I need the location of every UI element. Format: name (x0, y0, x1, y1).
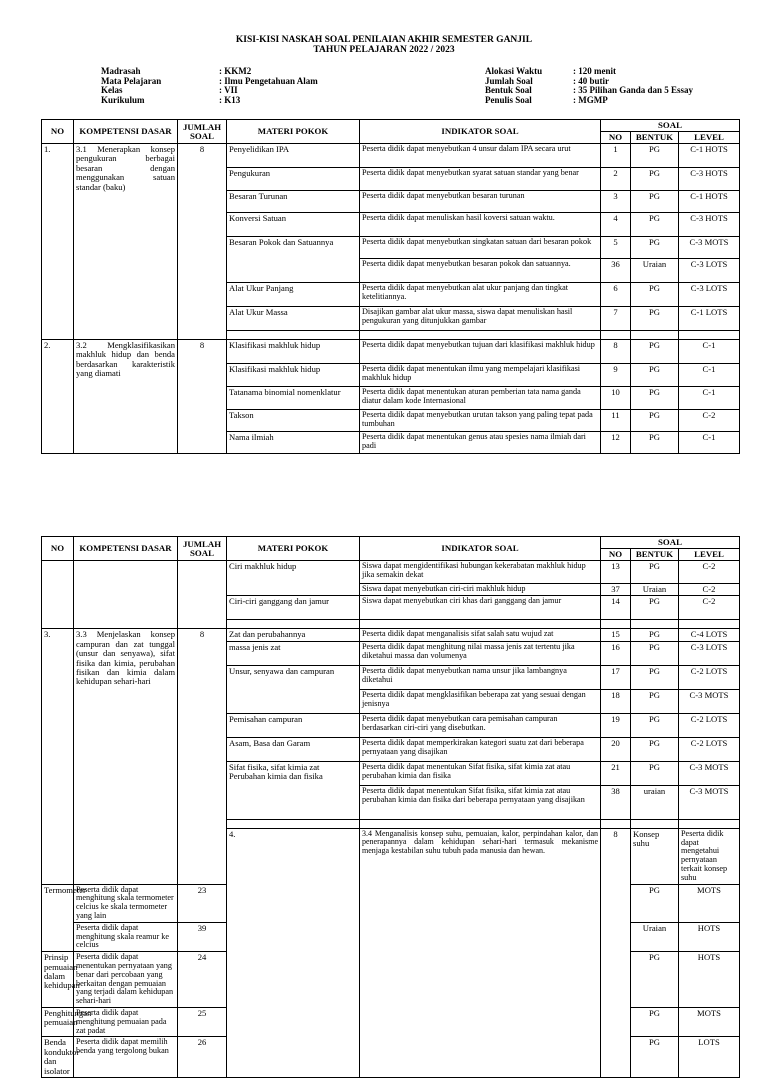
level-cell: C-3 LOTS (679, 641, 740, 665)
level-cell: C-4 LOTS (679, 629, 740, 641)
header-materi: MATERI POKOK (227, 120, 360, 144)
bentuk-cell: PG (631, 237, 679, 259)
materi-cell: Zat dan perubahannya (227, 629, 360, 641)
level-cell: C-3 HOTS (679, 213, 740, 237)
level-cell: LOTS (679, 1037, 740, 1078)
bentuk-cell: PG (631, 737, 679, 761)
bentuk-cell: PG (631, 387, 679, 410)
indikator-cell: Peserta didik dapat memilih benda yang tergolong bukan (74, 1037, 178, 1078)
empty-cell (631, 620, 679, 629)
bentuk-cell: PG (631, 340, 679, 364)
soal-no-cell: 6 (601, 283, 631, 307)
level-cell: C-2 (679, 561, 740, 584)
kd-jumlah: 8 (601, 828, 631, 1077)
indikator-cell: Peserta didik dapat menyebutkan nama unsur jika lambangnya diketahui (360, 665, 601, 689)
indikator-cell: Peserta didik dapat menghitung skala termometer celcius ke skala termometer yang lain (74, 884, 178, 922)
header-materi: MATERI POKOK (227, 537, 360, 561)
level-cell: C-1 (679, 340, 740, 364)
empty-cell (679, 620, 740, 629)
indikator-cell: Peserta didik dapat menyebutkan singkatan satuan dari besaran pokok (360, 237, 601, 259)
header-soal-no: NO (601, 549, 631, 561)
empty-cell (360, 331, 601, 340)
soal-no-cell: 39 (178, 922, 227, 951)
level-cell: C-1 HOTS (679, 144, 740, 168)
kd-text: 3.3 Menjelaskan konsep campuran dan zat tunggal (unsur dan senyawa), sifat fisika dan kimia, perubahan fisikan dan kimia dalam kehidupan sehari-hari (74, 629, 178, 884)
bentuk-cell: Uraian (631, 584, 679, 596)
bentuk-cell: PG (631, 1037, 679, 1078)
soal-no-cell: 18 (601, 689, 631, 713)
soal-no-cell: 9 (601, 364, 631, 387)
header-indikator: INDIKATOR SOAL (360, 120, 601, 144)
indikator-cell: Peserta didik dapat menganalisis sifat salah satu wujud zat (360, 629, 601, 641)
soal-no-cell: 12 (601, 432, 631, 454)
meta-right (485, 67, 745, 107)
table-row (42, 340, 740, 364)
soal-no-cell: 14 (601, 596, 631, 620)
materi-cell: Termometer (42, 884, 74, 952)
kisi-table-1 (41, 119, 740, 454)
header-level: LEVEL (679, 132, 740, 144)
soal-no-cell: 15 (601, 629, 631, 641)
soal-no-cell: 11 (601, 410, 631, 432)
bentuk-cell: PG (631, 884, 679, 922)
materi-cell: Tatanama binomial nomenklatur (227, 387, 360, 410)
bentuk-cell: PG (631, 761, 679, 785)
materi-cell: Prinsip pemuaian dalam kehidupan (42, 952, 74, 1008)
soal-no-cell: 13 (601, 561, 631, 584)
indikator-cell: Peserta didik dapat menyebutkan alat ukur panjang dan tingkat ketelitiannya. (360, 283, 601, 307)
header-kd: KOMPETENSI DASAR (74, 120, 178, 144)
empty-cell (679, 331, 740, 340)
soal-no-cell: 8 (601, 340, 631, 364)
bentuk-cell: PG (631, 713, 679, 737)
materi-cell: Asam, Basa dan Garam (227, 737, 360, 761)
bentuk-cell: PG (631, 144, 679, 168)
bentuk-cell: PG (631, 410, 679, 432)
bentuk-cell: PG (631, 307, 679, 331)
level-cell: C-3 MOTS (679, 785, 740, 819)
level-cell: C-1 HOTS (679, 191, 740, 213)
soal-no-cell: 23 (178, 884, 227, 922)
indikator-cell: Peserta didik dapat menyebutkan cara pemisahan campuran berdasarkan ciri-ciri yang disebutkan. (360, 713, 601, 737)
empty-cell (601, 620, 631, 629)
indikator-cell: Peserta didik dapat memperkirakan kategori suatu zat dari beberapa pernyataan yang disajikan (360, 737, 601, 761)
bentuk-cell: PG (631, 596, 679, 620)
bentuk-cell: PG (631, 191, 679, 213)
bentuk-cell: PG (631, 561, 679, 584)
header-indikator: INDIKATOR SOAL (360, 537, 601, 561)
empty-cell (631, 819, 679, 828)
meta-label: Kelas (101, 85, 123, 95)
header-bentuk: BENTUK (631, 549, 679, 561)
soal-no-cell: 3 (601, 191, 631, 213)
indikator-cell: Peserta didik dapat menentukan pernyataan yang benar dari percobaan yang berkaitan dengan pemuaian yang terjadi dalam kehidupan sehari-hari (74, 952, 178, 1008)
materi-cell: massa jenis zat (227, 641, 360, 665)
meta-value: : MGMP (573, 94, 608, 105)
materi-cell: Sifat fisika, sifat kimia zat Perubahan kimia dan fisika (227, 761, 360, 819)
soal-no-cell: 24 (178, 952, 227, 1008)
level-cell: HOTS (679, 952, 740, 1008)
document-title: KISI-KISI NASKAH SOAL PENILAIAN AKHIR SEMESTER GANJIL (235, 35, 533, 45)
empty-cell (227, 331, 360, 340)
level-cell: C-2 (679, 596, 740, 620)
header-row (42, 537, 740, 549)
materi-cell: Konversi Satuan (227, 213, 360, 237)
meta-label: Madrasah (101, 66, 141, 76)
document-subtitle: TAHUN PELAJARAN 2022 / 2023 (313, 45, 455, 55)
materi-cell: Alat Ukur Massa (227, 307, 360, 331)
level-cell: MOTS (679, 884, 740, 922)
kd-text: 3.1 Menerapkan konsep pengukuran berbagai besaran dengan menggunakan satuan standar (baku) (74, 144, 178, 340)
materi-cell: Pengukuran (227, 168, 360, 191)
materi-cell: Ciri makhluk hidup (227, 561, 360, 596)
soal-no-cell: 1 (601, 144, 631, 168)
soal-no-cell: 20 (601, 737, 631, 761)
bentuk-cell: PG (631, 629, 679, 641)
header-soal-no: NO (601, 132, 631, 144)
header-soal: SOAL (601, 120, 740, 132)
materi-cell: Nama ilmiah (227, 432, 360, 454)
meta-label: Mata Pelajaran (101, 75, 162, 86)
empty-cell (227, 819, 360, 828)
empty-cell (42, 561, 74, 629)
indikator-cell: Peserta didik dapat menghitung nilai massa jenis zat tertentu jika diketahui massa dan volumenya (360, 641, 601, 665)
level-cell: C-3 LOTS (679, 259, 740, 283)
header-no: NO (42, 537, 74, 561)
meta-label: Jumlah Soal (485, 75, 533, 86)
header-row (42, 120, 740, 132)
kd-no: 3. (42, 629, 74, 884)
bentuk-cell: PG (631, 432, 679, 454)
bentuk-cell: PG (631, 168, 679, 191)
soal-no-cell: 25 (178, 1007, 227, 1036)
header-soal: SOAL (601, 537, 740, 549)
empty-cell (679, 819, 740, 828)
bentuk-cell: PG (631, 641, 679, 665)
soal-no-cell: 26 (178, 1037, 227, 1078)
indikator-cell: Peserta didik dapat menyebutkan besaran pokok dan satuannya. (360, 259, 601, 283)
soal-no-cell: 7 (601, 307, 631, 331)
level-cell: C-2 LOTS (679, 737, 740, 761)
level-cell: C-2 LOTS (679, 665, 740, 689)
level-cell: C-2 LOTS (679, 713, 740, 737)
materi-cell: Ciri-ciri ganggang dan jamur (227, 596, 360, 620)
indikator-cell: Siswa dapat menyebutkan ciri khas dari ganggang dan jamur (360, 596, 601, 620)
materi-cell: Besaran Turunan (227, 191, 360, 213)
materi-cell: Penyelidikan IPA (227, 144, 360, 168)
meta-label: Kurikulum (101, 94, 145, 105)
empty-cell (227, 620, 360, 629)
indikator-cell: Peserta didik dapat menghitung pemuaian pada zat padat (74, 1007, 178, 1036)
meta-label: Alokasi Waktu (485, 66, 543, 76)
bentuk-cell: PG (631, 283, 679, 307)
empty-cell (631, 331, 679, 340)
kd-text: 3.4 Menganalisis konsep suhu, pemuaian, kalor, perpindahan kalor, dan penerapannya dalam kehidupan sehari-hari termasuk mekanisme menjaga kestabilan suhu tubuh pada manusia dan hewan. (360, 828, 601, 1077)
table-row (42, 629, 740, 641)
indikator-cell: Peserta didik dapat menentukan genus atau spesies nama ilmiah dari padi (360, 432, 601, 454)
indikator-cell: Siswa dapat menyebutkan ciri-ciri makhluk hidup (360, 584, 601, 596)
soal-no-cell: 16 (601, 641, 631, 665)
soal-no-cell: 5 (601, 237, 631, 259)
indikator-cell: Peserta didik dapat mengklasifikan beberapa zat yang sesuai dengan jenisnya (360, 689, 601, 713)
indikator-cell: Peserta didik dapat menentukan ilmu yang mempelajari klasifikasi makhluk hidup (360, 364, 601, 387)
level-cell: C-3 LOTS (679, 283, 740, 307)
meta-value: : Ilmu Pengetahuan Alam (219, 75, 318, 86)
level-cell: C-3 MOTS (679, 689, 740, 713)
materi-cell: Pemisahan campuran (227, 713, 360, 737)
meta-value: : 120 menit (573, 66, 616, 76)
bentuk-cell: Uraian (631, 259, 679, 283)
materi-cell: Alat Ukur Panjang (227, 283, 360, 307)
header-no: NO (42, 120, 74, 144)
meta-left (101, 67, 401, 107)
kd-jumlah: 8 (178, 629, 227, 884)
level-cell: C-1 (679, 387, 740, 410)
indikator-cell: Peserta didik dapat menentukan Sifat fisika, sifat kimia zat atau perubahan kimia dan fisika (360, 761, 601, 785)
empty-cell (601, 819, 631, 828)
soal-no-cell: 10 (601, 387, 631, 410)
empty-cell (178, 561, 227, 629)
kd-jumlah: 8 (178, 340, 227, 454)
header-level: LEVEL (679, 549, 740, 561)
indikator-cell: Peserta didik dapat menentukan Sifat fisika, sifat kimia zat atau perubahan kimia dan fisika dari beberapa pernyataan yang disajikan (360, 785, 601, 819)
bentuk-cell: PG (631, 952, 679, 1008)
meta-value: : VII (219, 85, 238, 95)
bentuk-cell: Uraian (631, 922, 679, 951)
materi-cell: Besaran Pokok dan Satuannya (227, 237, 360, 283)
kd-no: 2. (42, 340, 74, 454)
meta-label: Bentuk Soal (485, 85, 532, 95)
level-cell: C-1 (679, 364, 740, 387)
header-kd: KOMPETENSI DASAR (74, 537, 178, 561)
indikator-cell: Peserta didik dapat menuliskan hasil koversi satuan waktu. (360, 213, 601, 237)
bentuk-cell: PG (631, 213, 679, 237)
soal-no-cell: 17 (601, 665, 631, 689)
header-jumlah: JUMLAH SOAL (178, 537, 227, 561)
soal-no-cell: 19 (601, 713, 631, 737)
empty-cell (601, 331, 631, 340)
materi-cell: Takson (227, 410, 360, 432)
indikator-cell: Peserta didik dapat menyebutkan syarat satuan standar yang benar (360, 168, 601, 191)
table-row (42, 561, 740, 584)
bentuk-cell: PG (631, 1007, 679, 1036)
level-cell: HOTS (679, 922, 740, 951)
table-row (42, 144, 740, 168)
empty-cell (360, 620, 601, 629)
bentuk-cell: PG (631, 689, 679, 713)
kd-no: 1. (42, 144, 74, 340)
level-cell: C-1 LOTS (679, 307, 740, 331)
indikator-cell: Peserta didik dapat menghitung skala reamur ke celcius (74, 922, 178, 951)
indikator-cell: Peserta didik dapat menyebutkan besaran turunan (360, 191, 601, 213)
meta-label: Penulis Soal (485, 94, 532, 105)
soal-no-cell: 36 (601, 259, 631, 283)
header-bentuk: BENTUK (631, 132, 679, 144)
indikator-cell: Siswa dapat mengidentifikasi hubungan kekerabatan makhluk hidup jika semakin dekat (360, 561, 601, 584)
soal-no-cell: 37 (601, 584, 631, 596)
kd-jumlah: 8 (178, 144, 227, 340)
indikator-cell: Peserta didik dapat menyebutkan 4 unsur dalam IPA secara urut (360, 144, 601, 168)
empty-cell (360, 819, 601, 828)
indikator-cell: Peserta didik dapat mengetahui pernyataan terkait konsep suhu (679, 828, 740, 884)
indikator-cell: Disajikan gambar alat ukur massa, siswa dapat menuliskan hasil pengukuran yang ditunjukkan gambar (360, 307, 601, 331)
meta-value: : 35 Pilihan Ganda dan 5 Essay (573, 85, 694, 95)
bentuk-cell: PG (631, 364, 679, 387)
materi-cell: Konsep suhu (631, 828, 679, 884)
kd-text: 3.2 Mengklasifikasikan makhluk hidup dan benda berdasarkan karakteristik yang diamati (74, 340, 178, 454)
soal-no-cell: 2 (601, 168, 631, 191)
indikator-cell: Peserta didik dapat menentukan aturan pemberian tata nama ganda diatur dalam kode Internasional (360, 387, 601, 410)
level-cell: C-1 (679, 432, 740, 454)
kisi-table-2 (41, 536, 740, 1078)
empty-cell (74, 561, 178, 629)
level-cell: C-2 (679, 584, 740, 596)
materi-cell: Unsur, senyawa dan campuran (227, 665, 360, 713)
materi-cell: Benda konduktor dan isolator (42, 1037, 74, 1078)
meta-value: : KKM2 (219, 66, 252, 76)
indikator-cell: Peserta didik dapat menyebutkan tujuan dari klasifikasi makhluk hidup (360, 340, 601, 364)
materi-cell: Klasifikasi makhluk hidup (227, 340, 360, 364)
meta-value: : K13 (219, 94, 241, 105)
header-jumlah: JUMLAH SOAL (178, 120, 227, 144)
level-cell: C-2 (679, 410, 740, 432)
level-cell: C-3 MOTS (679, 237, 740, 259)
soal-no-cell: 4 (601, 213, 631, 237)
soal-no-cell: 38 (601, 785, 631, 819)
soal-no-cell: 21 (601, 761, 631, 785)
bentuk-cell: uraian (631, 785, 679, 819)
materi-cell: Klasifikasi makhluk hidup (227, 364, 360, 387)
materi-cell: Penghitungan pemuaian (42, 1007, 74, 1036)
level-cell: MOTS (679, 1007, 740, 1036)
level-cell: C-3 HOTS (679, 168, 740, 191)
level-cell: C-3 MOTS (679, 761, 740, 785)
indikator-cell: Peserta didik dapat menyebutkan urutan takson yang paling tepat pada tumbuhan (360, 410, 601, 432)
bentuk-cell: PG (631, 665, 679, 689)
kd-no: 4. (227, 828, 360, 1077)
meta-value: : 40 butir (573, 75, 609, 86)
